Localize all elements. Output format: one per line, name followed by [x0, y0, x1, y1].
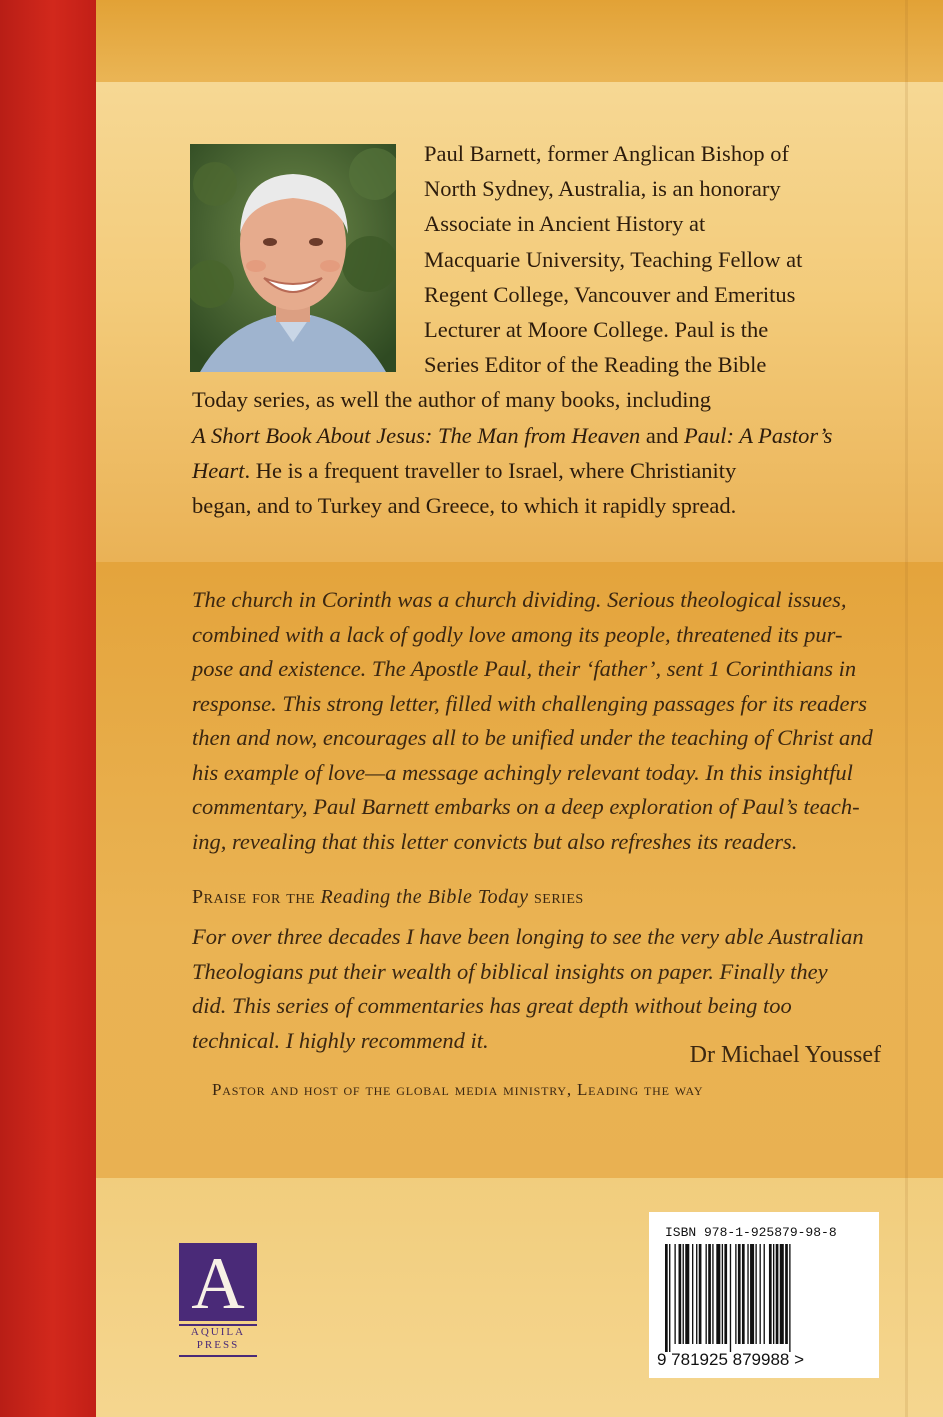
logo-rule [179, 1355, 257, 1357]
barcode-bar [760, 1244, 761, 1344]
book-title: A Short Book About Jesus: The Man from Heaven [192, 422, 641, 448]
barcode-number: 9 781925 879988 > [657, 1350, 805, 1369]
barcode-bar [724, 1244, 727, 1344]
bio-line: Regent College, Vancouver and Emeritus [424, 281, 796, 307]
bio-line: Lecturer at Moore College. Paul is the [424, 317, 769, 343]
barcode-bar [706, 1244, 707, 1344]
barcode-bar [764, 1244, 765, 1344]
logo-letter: A [191, 1243, 245, 1325]
isbn-label: ISBN 978-1-925879-98-8 [665, 1225, 837, 1240]
praise-line: technical. I highly recommend it. [192, 1027, 489, 1053]
barcode-bar [738, 1244, 741, 1344]
barcode-bar [747, 1244, 748, 1344]
barcode-bar [780, 1244, 784, 1344]
logo-mark [179, 1243, 257, 1325]
endorser-name: Dr Michael Youssef [689, 1042, 881, 1068]
barcode-bar [776, 1244, 779, 1344]
blurb-line: combined with a lack of godly love among its people, threatened its pur- [192, 621, 843, 647]
barcode-bar [685, 1244, 689, 1344]
praise-line: did. This series of commentaries has great depth without being too [192, 993, 792, 1018]
bio-line: Macquarie University, Teaching Fellow at [424, 246, 803, 272]
red-spine [0, 0, 96, 1417]
bio-text: . He is a frequent traveller to Israel, where Christianity [244, 457, 737, 483]
isbn-barcode [649, 1212, 879, 1378]
blurb-line: pose and existence. The Apostle Paul, their ‘father’, sent 1 Corinthians in [192, 656, 857, 681]
publisher-name-line1: AQUILA [190, 1326, 246, 1338]
barcode-bar [699, 1244, 702, 1344]
barcode-bar [683, 1244, 684, 1344]
top-band [96, 0, 943, 82]
praise-line: Theologians put their wealth of biblical insights on paper. Finally they [192, 958, 828, 984]
barcode-bar [674, 1244, 675, 1344]
barcode-bar [708, 1244, 711, 1344]
book-blurb [192, 583, 882, 859]
barcode-bar [712, 1244, 713, 1344]
series-title: Reading the Bible Today [320, 886, 529, 908]
praise-heading [192, 886, 584, 909]
blurb-line: his example of love—a message achingly relevant today. In this insightful [192, 759, 853, 785]
bio-line: Paul Barnett, former Anglican Bishop of [424, 141, 789, 166]
praise-line: For over three decades I have been longing to see the very able Australian [192, 924, 864, 949]
endorser-role: Pastor and host of the global media ministry, Leading the way [212, 1080, 704, 1099]
book-title: Paul: A Pastor’s [684, 422, 833, 448]
blurb-line: then and now, encourages all to be unified under the teaching of Christ and [192, 725, 873, 750]
blurb-line: ing, revealing that this letter convicts but also refreshes its readers. [192, 828, 798, 854]
bio-connector: and [640, 422, 685, 448]
barcode-bar [669, 1244, 670, 1352]
barcode-bar [716, 1244, 720, 1344]
barcode-bar [692, 1244, 693, 1344]
bio-line-books [192, 418, 882, 453]
barcode-bar [785, 1244, 788, 1344]
barcode-bar [722, 1244, 723, 1344]
praise-heading-post: series [528, 886, 584, 908]
publisher-logo [179, 1243, 257, 1359]
barcode-bar [755, 1244, 756, 1344]
barcode-bar [773, 1244, 774, 1344]
barcode-bar [665, 1244, 668, 1352]
bio-line: Today series, as well the author of many books, including [192, 387, 711, 413]
book-title: Heart [192, 457, 245, 483]
blurb-line: response. This strong letter, filled with challenging passages for its readers [192, 690, 867, 716]
barcode-bar [742, 1244, 745, 1344]
barcode-bar [696, 1244, 697, 1344]
praise-heading-pre: Praise for the [192, 886, 321, 908]
bio-line: North Sydney, Australia, is an honorary [424, 176, 781, 202]
publisher-name-line2: PRESS [196, 1339, 240, 1351]
barcode-bar [735, 1244, 736, 1344]
barcode-bar [789, 1244, 790, 1352]
barcode-bars [663, 1244, 863, 1356]
author-bio [192, 136, 882, 523]
blurb-line: The church in Corinth was a church dividing. Serious theological issues, [192, 587, 847, 612]
barcode-bar [679, 1244, 682, 1344]
blurb-line: commentary, Paul Barnett embarks on a deep exploration of Paul’s teach- [192, 794, 860, 819]
barcode-bar [730, 1244, 731, 1352]
cover-fold-line [905, 0, 908, 1417]
bio-line: Series Editor of the Reading the Bible [424, 352, 767, 378]
barcode-bar [769, 1244, 772, 1344]
barcode-bar [750, 1244, 754, 1344]
praise-quote [192, 920, 882, 1058]
bio-line [192, 453, 882, 488]
bio-line: began, and to Turkey and Greece, to which it rapidly spread. [192, 493, 737, 519]
bio-line: Associate in Ancient History at [424, 211, 706, 237]
